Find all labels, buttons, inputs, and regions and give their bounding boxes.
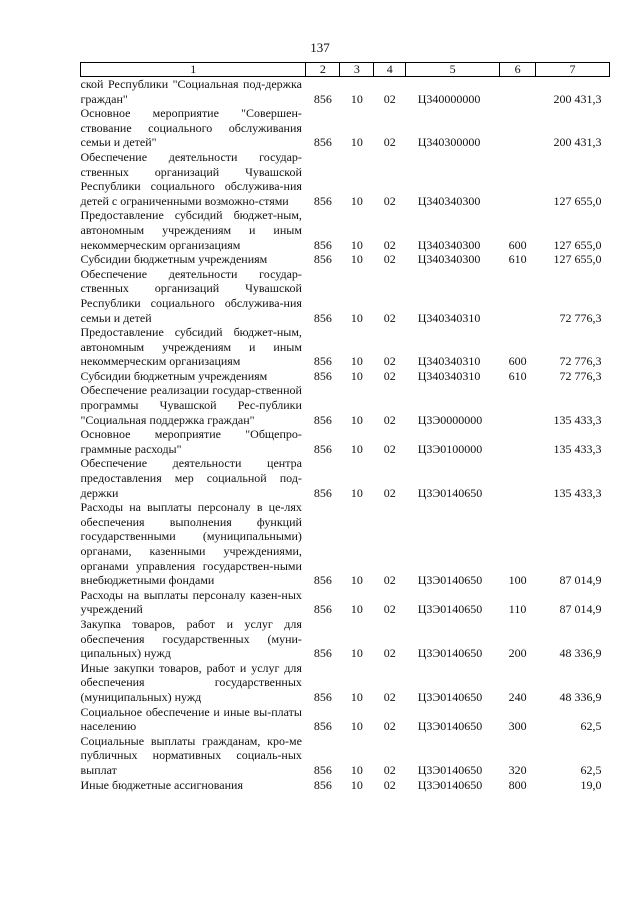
expense-type-code: 200 — [508, 646, 527, 661]
row-description: Субсидии бюджетным учреждениям — [80, 368, 268, 383]
target-article-code: Ц340340310 — [417, 310, 481, 325]
ministry-code: 856 — [313, 91, 332, 106]
ministry-code: 856 — [313, 193, 332, 208]
amount-value: 127 655,0 — [553, 252, 602, 267]
amount-value: 200 431,3 — [553, 135, 602, 150]
ministry-code: 856 — [313, 602, 332, 617]
header-row — [81, 63, 610, 77]
expense-type-code — [500, 267, 536, 325]
ministry-code: 856 — [313, 777, 332, 792]
table-row — [81, 208, 610, 252]
ministry-code: 856 — [313, 354, 332, 369]
expense-type-code: 600 — [508, 237, 527, 252]
budget-table — [80, 62, 610, 792]
subsection-code: 02 — [383, 252, 396, 267]
section-code: 10 — [350, 412, 363, 427]
expense-type-code — [500, 77, 536, 107]
section-code: 10 — [350, 719, 363, 734]
subsection-code: 02 — [383, 193, 396, 208]
amount-value: 87 014,9 — [559, 573, 602, 588]
subsection-code: 02 — [383, 237, 396, 252]
section-code: 10 — [350, 777, 363, 792]
table-row — [81, 427, 610, 456]
expense-type-code — [500, 383, 536, 427]
column-header: 2 — [306, 63, 340, 77]
row-description: Обеспечение деятельности государ-ственных организаций Чувашской Республики социального обслужива-ния семьи и детей — [80, 266, 302, 325]
target-article-code: Ц340300000 — [417, 135, 481, 150]
expense-type-code: 610 — [508, 368, 527, 383]
table-row — [81, 588, 610, 617]
target-article-code: Ц3Э0140650 — [417, 646, 483, 661]
section-code: 10 — [350, 135, 363, 150]
ministry-code: 856 — [313, 252, 332, 267]
expense-type-code: 600 — [508, 354, 527, 369]
section-code: 10 — [350, 91, 363, 106]
row-description: Субсидии бюджетным учреждениям — [80, 252, 268, 267]
target-article-code: Ц3Э0140650 — [417, 777, 483, 792]
column-header: 7 — [536, 63, 610, 77]
section-code: 10 — [350, 310, 363, 325]
section-code: 10 — [350, 573, 363, 588]
subsection-code: 02 — [383, 310, 396, 325]
amount-value: 48 336,9 — [559, 646, 602, 661]
subsection-code: 02 — [383, 412, 396, 427]
section-code: 10 — [350, 646, 363, 661]
section-code: 10 — [350, 485, 363, 500]
table-row — [81, 150, 610, 208]
section-code: 10 — [350, 252, 363, 267]
target-article-code: Ц3Э0140650 — [417, 719, 483, 734]
amount-value: 87 014,9 — [559, 602, 602, 617]
row-description: Социальное обеспечение и иные вы-платы населению — [80, 704, 302, 734]
column-header: 1 — [81, 63, 306, 77]
column-header: 3 — [340, 63, 374, 77]
subsection-code: 02 — [383, 91, 396, 106]
subsection-code: 02 — [383, 485, 396, 500]
ministry-code: 856 — [313, 762, 332, 777]
expense-type-code — [500, 106, 536, 150]
amount-value: 135 433,3 — [553, 412, 602, 427]
table-body — [81, 77, 610, 793]
amount-value: 200 431,3 — [553, 91, 602, 106]
table-row — [81, 369, 610, 384]
subsection-code: 02 — [383, 368, 396, 383]
subsection-code: 02 — [383, 573, 396, 588]
table-row — [81, 661, 610, 705]
row-description: Закупка товаров, работ и услуг для обеспечения государственных (муни-ципальных) нужд — [80, 616, 302, 661]
column-header: 4 — [374, 63, 406, 77]
section-code: 10 — [350, 368, 363, 383]
subsection-code: 02 — [383, 762, 396, 777]
target-article-code: Ц3Э0140650 — [417, 602, 483, 617]
ministry-code: 856 — [313, 441, 332, 456]
target-article-code: Ц340340300 — [417, 193, 481, 208]
expense-type-code: 100 — [508, 573, 527, 588]
table-row — [81, 500, 610, 588]
target-article-code: Ц340340310 — [417, 368, 481, 383]
row-description: Расходы на выплаты персоналу казен-ных учреждений — [80, 587, 302, 617]
subsection-code: 02 — [383, 441, 396, 456]
expense-type-code: 300 — [508, 719, 527, 734]
ministry-code: 856 — [313, 368, 332, 383]
row-description: Основное мероприятие "Совершен-ствование социального обслуживания семьи и детей" — [80, 106, 302, 150]
ministry-code: 856 — [313, 237, 332, 252]
ministry-code: 856 — [313, 310, 332, 325]
target-article-code: Ц3Э0000000 — [417, 412, 483, 427]
table-row — [81, 778, 610, 793]
target-article-code: Ц3Э0140650 — [417, 573, 483, 588]
row-description: Расходы на выплаты персоналу в це-лях обеспечения выполнения функций государственными (муниципальными) органами, казенными учреждениями, органами управления государствен-ными внебюджетными фондами — [80, 500, 302, 588]
subsection-code: 02 — [383, 777, 396, 792]
expense-type-code — [500, 150, 536, 208]
amount-value: 127 655,0 — [553, 237, 602, 252]
row-description: ской Республики "Социальная под-держка граждан" — [80, 77, 302, 106]
amount-value: 19,0 — [580, 777, 602, 792]
expense-type-code: 110 — [508, 602, 527, 617]
amount-value: 72 776,3 — [559, 310, 602, 325]
section-code: 10 — [350, 193, 363, 208]
subsection-code: 02 — [383, 135, 396, 150]
expense-type-code: 240 — [508, 689, 527, 704]
target-article-code: Ц3Э0140650 — [417, 485, 483, 500]
table-row — [81, 325, 610, 369]
table-row — [81, 617, 610, 661]
target-article-code: Ц3Э0140650 — [417, 689, 483, 704]
row-description: Иные бюджетные ассигнования — [80, 777, 243, 792]
row-description: Обеспечение деятельности центра предоставления мер социальной под-держки — [80, 456, 302, 500]
expense-type-code — [500, 427, 536, 456]
ministry-code: 856 — [313, 689, 332, 704]
table-row — [81, 734, 610, 778]
target-article-code: Ц340340300 — [417, 252, 481, 267]
amount-value: 62,5 — [580, 719, 602, 734]
section-code: 10 — [350, 237, 363, 252]
table-row — [81, 106, 610, 150]
section-code: 10 — [350, 441, 363, 456]
table-row — [81, 705, 610, 734]
expense-type-code: 320 — [508, 762, 527, 777]
amount-value: 135 433,3 — [553, 441, 602, 456]
column-header: 6 — [500, 63, 536, 77]
page-number: 137 — [310, 40, 330, 55]
section-code: 10 — [350, 689, 363, 704]
target-article-code: Ц340000000 — [417, 91, 481, 106]
subsection-code: 02 — [383, 719, 396, 734]
target-article-code: Ц3Э0100000 — [417, 441, 483, 456]
ministry-code: 856 — [313, 135, 332, 150]
expense-type-code — [500, 456, 536, 500]
subsection-code: 02 — [383, 354, 396, 369]
table-row — [81, 252, 610, 267]
amount-value: 62,5 — [580, 762, 602, 777]
table-row — [81, 383, 610, 427]
target-article-code: Ц340340300 — [417, 237, 481, 252]
row-description: Обеспечение реализации государ-ственной программы Чувашской Рес-публики "Социальная поддержка граждан" — [80, 383, 302, 427]
amount-value: 72 776,3 — [559, 354, 602, 369]
target-article-code: Ц3Э0140650 — [417, 762, 483, 777]
column-header: 5 — [406, 63, 500, 77]
section-code: 10 — [350, 354, 363, 369]
expense-type-code: 800 — [508, 777, 527, 792]
subsection-code: 02 — [383, 646, 396, 661]
table-header — [81, 63, 610, 77]
amount-value: 48 336,9 — [559, 689, 602, 704]
row-description: Основное мероприятие "Общепро-граммные расходы" — [80, 427, 302, 456]
ministry-code: 856 — [313, 485, 332, 500]
table-row — [81, 267, 610, 325]
table-row — [81, 456, 610, 500]
section-code: 10 — [350, 602, 363, 617]
amount-value: 127 655,0 — [553, 193, 602, 208]
row-description: Предоставление субсидий бюджет-ным, автономным учреждениям и иным некоммерческим организациям — [80, 208, 302, 252]
row-description: Обеспечение деятельности государ-ственных организаций Чувашской Республики социального обслужива-ния детей с ограниченными возможно-стями — [80, 149, 302, 208]
ministry-code: 856 — [313, 719, 332, 734]
ministry-code: 856 — [313, 412, 332, 427]
row-description: Социальные выплаты гражданам, кро-ме публичных нормативных социаль-ных выплат — [80, 733, 302, 777]
table-row — [81, 77, 610, 107]
row-description: Иные закупки товаров, работ и услуг для обеспечения государственных (муниципальных) нужд — [80, 660, 302, 704]
subsection-code: 02 — [383, 689, 396, 704]
amount-value: 72 776,3 — [559, 368, 602, 383]
expense-type-code: 610 — [508, 252, 527, 267]
ministry-code: 856 — [313, 646, 332, 661]
section-code: 10 — [350, 762, 363, 777]
ministry-code: 856 — [313, 573, 332, 588]
row-description: Предоставление субсидий бюджет-ным, автономным учреждениям и иным некоммерческим организациям — [80, 325, 302, 369]
amount-value: 135 433,3 — [553, 485, 602, 500]
target-article-code: Ц340340310 — [417, 354, 481, 369]
subsection-code: 02 — [383, 602, 396, 617]
